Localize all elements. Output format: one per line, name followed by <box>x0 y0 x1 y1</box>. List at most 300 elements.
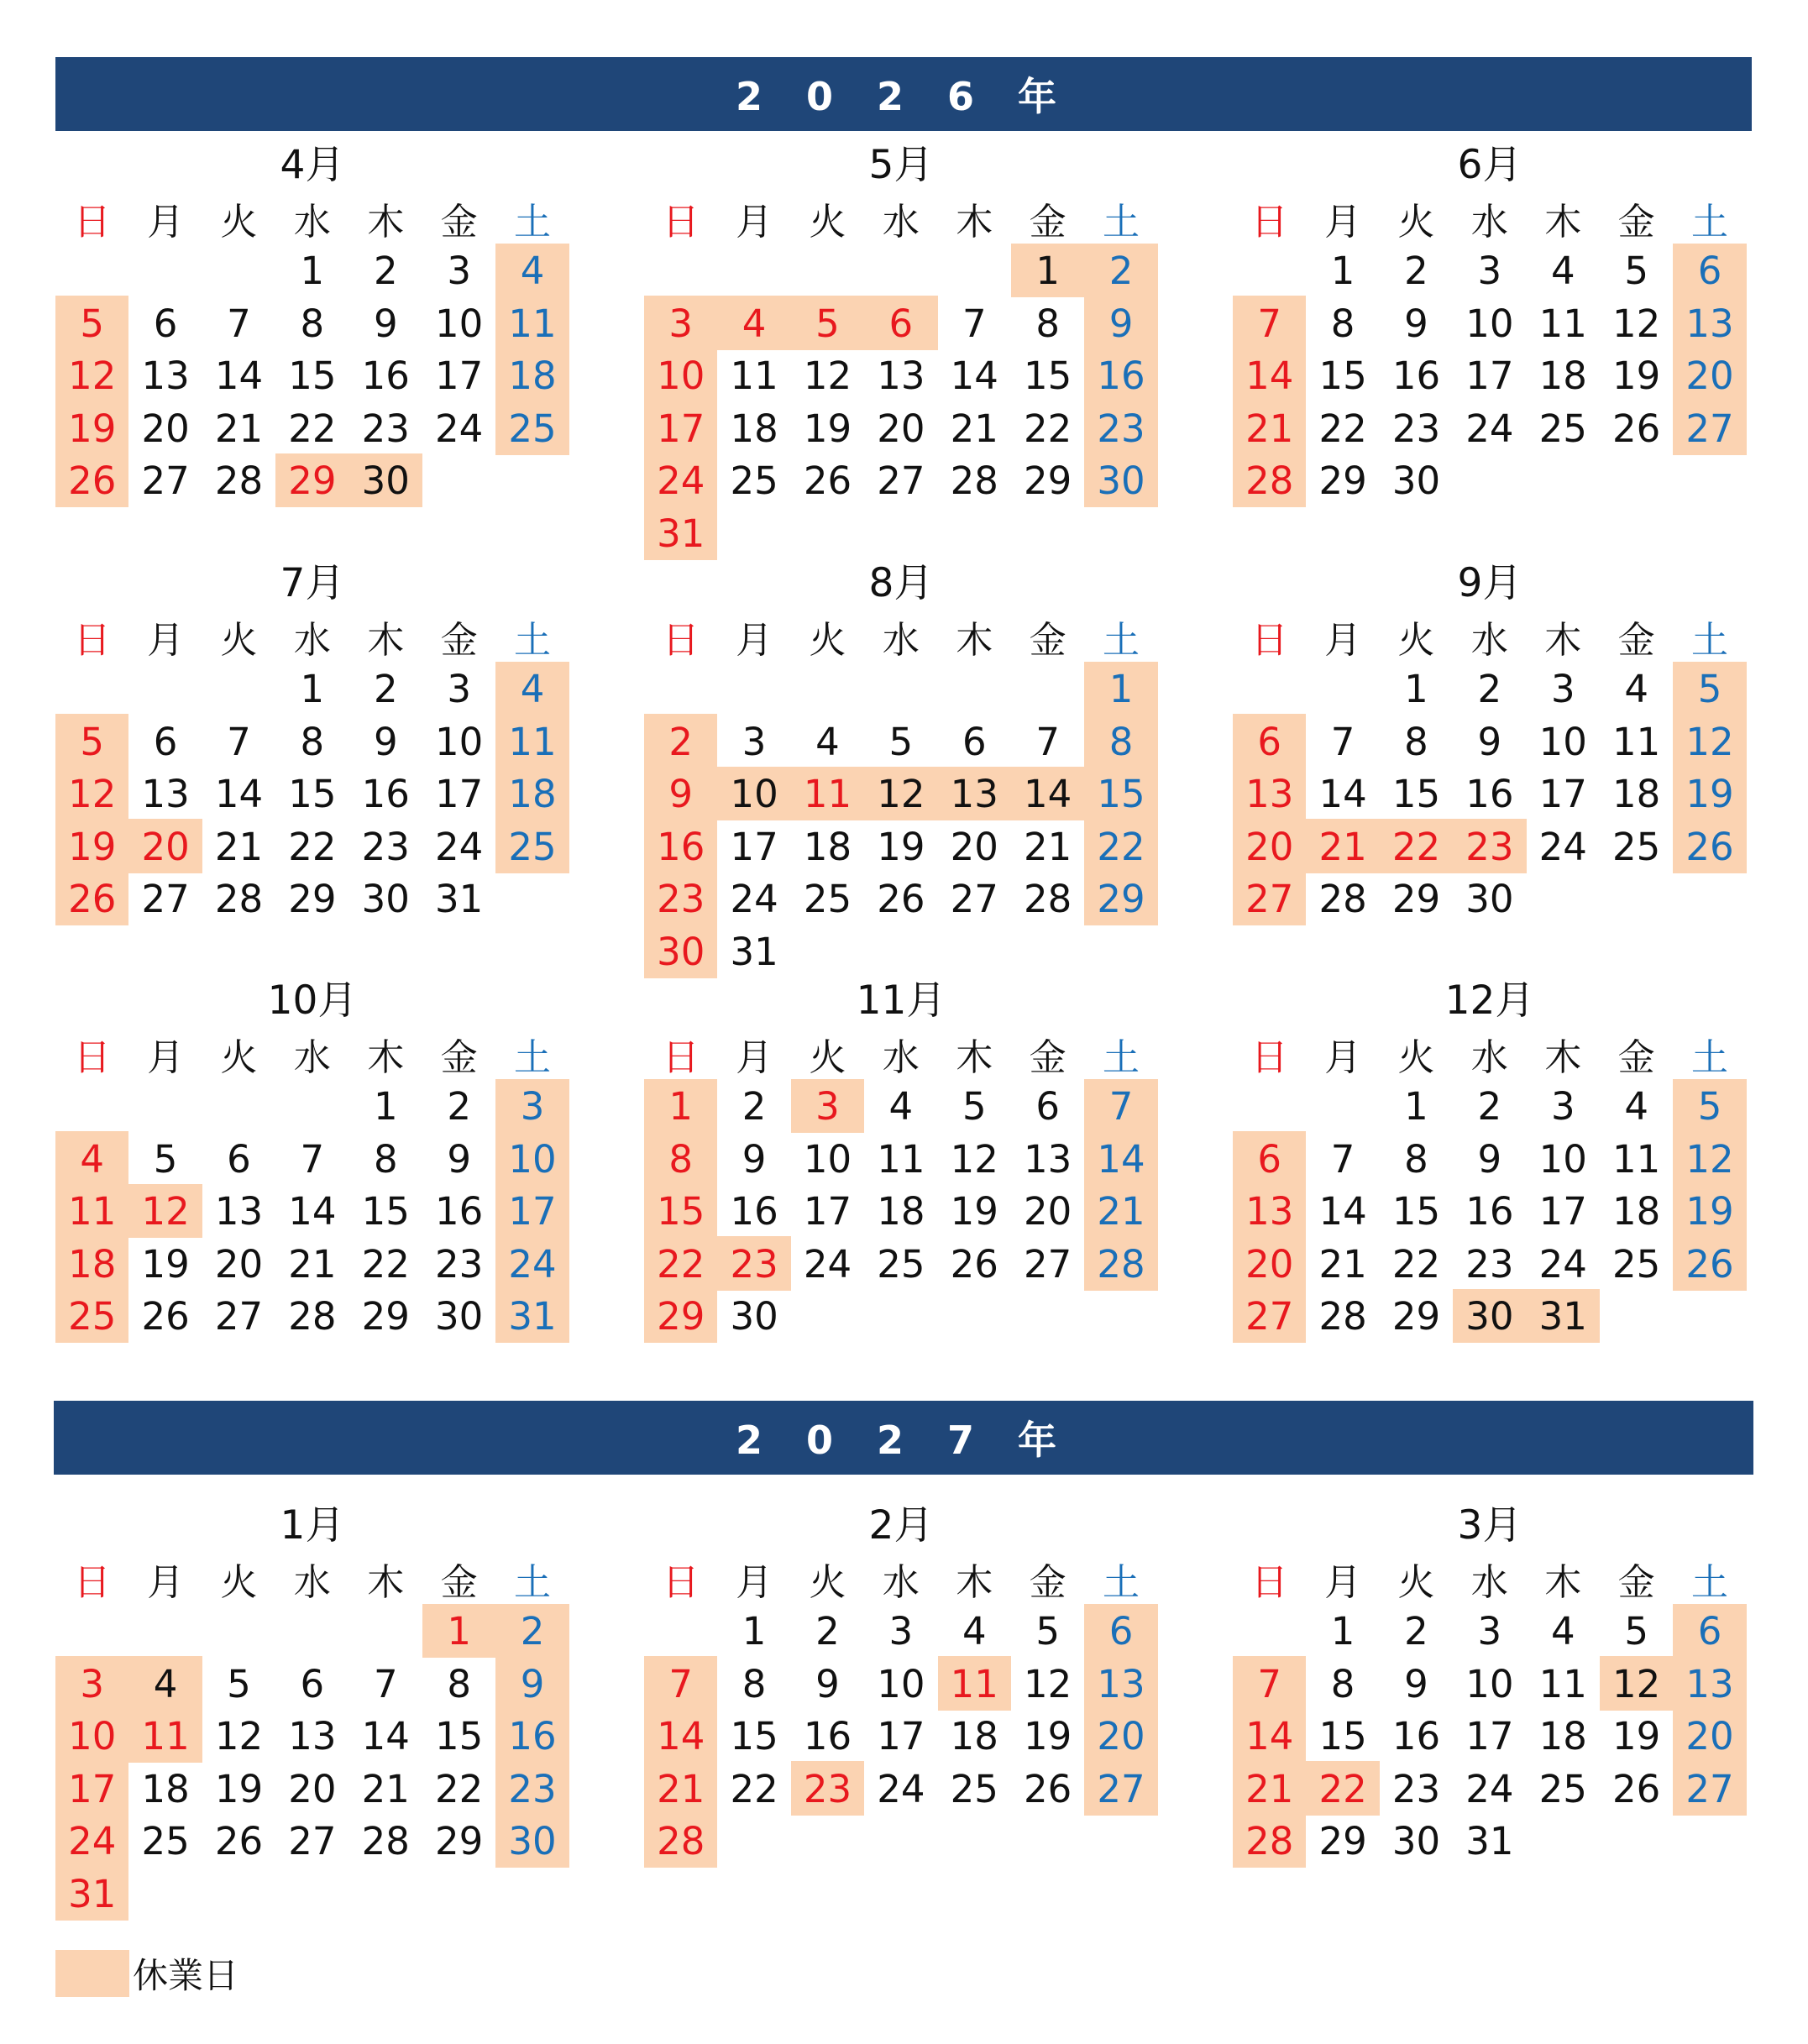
day-cell-closed: 19 <box>1685 772 1734 817</box>
day-cell: 9 <box>1404 1661 1428 1706</box>
day-cell: 5 <box>1624 249 1648 294</box>
day-cell-closed: 29 <box>657 1294 705 1339</box>
day-cell: 16 <box>1465 772 1514 817</box>
day-cell: 1 <box>300 249 325 294</box>
empty-cell <box>202 1081 275 1134</box>
weekday-header: 木 <box>367 619 405 663</box>
weekday-header: 月 <box>1324 619 1362 663</box>
day-cell-closed: 28 <box>1097 1241 1145 1287</box>
weekday-header: 土 <box>1691 201 1729 244</box>
day-cell: 9 <box>373 301 398 346</box>
day-cell: 28 <box>950 459 998 504</box>
day-cell: 24 <box>1465 1766 1514 1811</box>
day-cell: 3 <box>1477 249 1502 294</box>
day-cell-closed: 3 <box>80 1661 105 1706</box>
weekday-header: 日 <box>662 1561 700 1605</box>
weekday-header: 木 <box>956 1036 993 1080</box>
empty-cell <box>1233 245 1306 298</box>
day-cell: 27 <box>141 877 190 922</box>
day-cell: 19 <box>141 1241 190 1287</box>
day-cell: 5 <box>1624 1609 1648 1654</box>
day-cell: 15 <box>1318 1714 1367 1759</box>
empty-cell <box>1011 663 1084 716</box>
day-cell: 10 <box>803 1136 852 1182</box>
month-grid <box>55 192 569 507</box>
day-cell: 24 <box>435 406 484 451</box>
day-cell-closed: 19 <box>68 406 117 451</box>
day-cell-closed: 5 <box>815 301 840 346</box>
day-cell-closed: 6 <box>1108 1609 1134 1654</box>
day-cell: 3 <box>1550 1084 1575 1129</box>
day-cell: 24 <box>730 877 778 922</box>
month-6 <box>1233 557 1747 925</box>
empty-cell <box>128 245 202 298</box>
weekday-header: 日 <box>1250 1036 1288 1080</box>
day-cell-closed: 25 <box>68 1294 117 1339</box>
day-cell: 21 <box>950 406 998 451</box>
day-cell: 22 <box>435 1766 484 1811</box>
day-cell: 12 <box>1612 301 1661 346</box>
weekday-header: 月 <box>147 1036 185 1080</box>
day-cell-closed: 22 <box>1391 824 1441 869</box>
day-cell: 21 <box>361 1766 410 1811</box>
day-cell-closed: 12 <box>68 772 117 817</box>
day-cell-closed: 25 <box>508 406 557 451</box>
weekday-header: 月 <box>147 619 185 663</box>
empty-cell <box>938 245 1011 298</box>
empty-cell <box>1233 663 1306 716</box>
day-cell: 2 <box>1404 1609 1428 1654</box>
day-cell: 1 <box>1404 1084 1428 1129</box>
day-cell-closed: 5 <box>80 301 105 346</box>
day-cell: 18 <box>141 1766 190 1811</box>
day-cell: 19 <box>803 406 852 451</box>
day-cell-closed: 13 <box>1245 1189 1294 1234</box>
weekday-header: 火 <box>809 201 846 244</box>
day-cell: 1 <box>373 1084 398 1129</box>
weekday-header: 日 <box>1250 1561 1288 1605</box>
weekday-header: 金 <box>1617 1036 1655 1080</box>
day-cell: 2 <box>742 1084 767 1129</box>
weekday-header: 土 <box>1103 1561 1140 1605</box>
day-cell: 29 <box>435 1819 484 1864</box>
day-cell: 9 <box>815 1661 840 1706</box>
day-cell: 29 <box>1024 459 1072 504</box>
day-cell: 25 <box>1538 406 1587 451</box>
day-cell: 8 <box>1404 719 1428 764</box>
day-cell: 2 <box>1477 1084 1502 1129</box>
day-cell: 8 <box>1035 301 1060 346</box>
weekday-header: 火 <box>220 201 258 244</box>
day-cell: 7 <box>227 719 251 764</box>
day-cell: 27 <box>288 1819 337 1864</box>
month-title: 9月 <box>1457 560 1522 606</box>
day-cell-closed: 23 <box>1097 406 1145 451</box>
day-cell: 2 <box>373 249 398 294</box>
weekday-header: 土 <box>1103 619 1140 663</box>
day-cell: 28 <box>288 1294 337 1339</box>
day-cell: 4 <box>1624 1084 1648 1129</box>
day-cell: 11 <box>1612 719 1661 764</box>
day-cell-closed: 28 <box>657 1819 705 1864</box>
day-cell: 21 <box>1318 1241 1367 1287</box>
day-cell: 25 <box>730 459 778 504</box>
day-cell-closed: 27 <box>1245 1294 1294 1339</box>
day-cell: 8 <box>742 1661 767 1706</box>
day-cell: 12 <box>214 1714 264 1759</box>
day-cell: 11 <box>1612 1136 1661 1182</box>
day-cell: 12 <box>1024 1661 1072 1706</box>
day-cell: 3 <box>1477 1609 1502 1654</box>
day-cell: 10 <box>1538 719 1587 764</box>
day-cell: 14 <box>1318 772 1367 817</box>
day-cell: 25 <box>950 1766 998 1811</box>
day-cell: 22 <box>730 1766 778 1811</box>
day-cell-closed: 7 <box>1257 1661 1282 1706</box>
day-cell-closed: 11 <box>508 301 557 346</box>
weekday-header: 水 <box>293 619 331 663</box>
day-cell-closed: 12 <box>1685 1136 1734 1182</box>
day-cell-closed: 24 <box>508 1241 557 1287</box>
empty-cell <box>717 245 790 298</box>
day-cell: 26 <box>803 459 852 504</box>
day-cell: 24 <box>803 1241 852 1287</box>
weekday-header: 金 <box>440 1036 478 1080</box>
day-cell-closed: 30 <box>1097 459 1145 504</box>
day-cell: 16 <box>361 354 410 399</box>
day-cell-closed: 7 <box>1108 1084 1134 1129</box>
month-2 <box>644 139 1158 560</box>
empty-cell <box>55 1606 128 1659</box>
weekday-header: 水 <box>293 1561 331 1605</box>
day-cell: 13 <box>1024 1136 1072 1182</box>
day-cell: 13 <box>288 1714 337 1759</box>
day-cell: 27 <box>1024 1241 1072 1287</box>
day-cell: 5 <box>153 1136 178 1182</box>
day-cell-closed: 3 <box>815 1084 840 1129</box>
day-cell-closed: 25 <box>508 824 557 869</box>
day-cell: 4 <box>962 1609 987 1654</box>
day-cell-closed: 6 <box>1257 719 1282 764</box>
day-cell: 8 <box>1404 1136 1428 1182</box>
month-grid <box>1233 1553 1747 1868</box>
weekday-header: 木 <box>956 619 993 663</box>
day-cell: 9 <box>1477 1136 1502 1182</box>
day-cell-closed: 14 <box>1245 1714 1294 1759</box>
day-cell: 7 <box>1035 719 1060 764</box>
day-cell: 2 <box>447 1084 471 1129</box>
day-cell-closed: 5 <box>1697 1084 1722 1129</box>
weekday-header: 水 <box>1470 619 1508 663</box>
day-cell: 6 <box>153 719 178 764</box>
weekday-header: 日 <box>73 1561 111 1605</box>
day-cell: 29 <box>288 877 337 922</box>
day-cell-closed: 18 <box>508 354 557 399</box>
day-cell-closed: 27 <box>1245 877 1294 922</box>
day-cell: 25 <box>1612 824 1661 869</box>
day-cell: 19 <box>1024 1714 1072 1759</box>
day-cell: 8 <box>447 1661 471 1706</box>
day-cell: 15 <box>288 354 337 399</box>
day-cell: 18 <box>950 1714 998 1759</box>
day-cell-closed: 4 <box>520 667 545 712</box>
day-cell-closed: 2 <box>1108 249 1134 294</box>
day-cell-closed: 23 <box>1465 824 1514 869</box>
day-cell: 22 <box>1391 1241 1441 1287</box>
weekday-header: 月 <box>1324 1036 1362 1080</box>
day-cell: 31 <box>1465 1819 1514 1864</box>
day-cell: 15 <box>1391 772 1441 817</box>
day-cell: 6 <box>153 301 178 346</box>
empty-cell <box>791 663 864 716</box>
day-cell: 24 <box>1538 824 1587 869</box>
day-cell: 15 <box>730 1714 778 1759</box>
day-cell: 25 <box>1612 1241 1661 1287</box>
day-cell-closed: 28 <box>1245 459 1294 504</box>
month-grid <box>55 1028 569 1343</box>
day-cell: 20 <box>141 406 190 451</box>
day-cell: 15 <box>1024 354 1072 399</box>
day-cell: 5 <box>888 719 914 764</box>
weekday-header: 木 <box>1544 619 1582 663</box>
day-cell-closed: 12 <box>877 772 925 817</box>
day-cell: 22 <box>361 1241 410 1287</box>
day-cell: 6 <box>227 1136 251 1182</box>
day-cell: 7 <box>300 1136 325 1182</box>
weekday-header: 土 <box>1103 201 1140 244</box>
day-cell-closed: 1 <box>447 1609 471 1654</box>
day-cell: 22 <box>288 406 337 451</box>
day-cell: 4 <box>1550 1609 1575 1654</box>
day-cell-closed: 14 <box>657 1714 705 1759</box>
day-cell: 20 <box>877 406 925 451</box>
day-cell-closed: 9 <box>668 772 694 817</box>
day-cell-closed: 14 <box>1097 1136 1145 1182</box>
month-grid <box>644 1028 1158 1343</box>
day-cell-closed: 1 <box>1035 249 1060 294</box>
month-grid <box>644 192 1158 560</box>
day-cell-closed: 27 <box>1685 406 1734 451</box>
weekday-header: 土 <box>1691 1561 1729 1605</box>
day-cell-closed: 30 <box>657 929 705 974</box>
day-cell: 19 <box>1612 1714 1661 1759</box>
month-grid <box>644 1553 1158 1868</box>
day-cell: 7 <box>1330 1136 1355 1182</box>
day-cell: 13 <box>141 354 190 399</box>
day-cell: 16 <box>1391 354 1441 399</box>
day-cell: 15 <box>361 1189 410 1234</box>
weekday-header: 土 <box>1691 619 1729 663</box>
day-cell-closed: 20 <box>1245 824 1294 869</box>
weekday-header: 木 <box>367 1036 405 1080</box>
day-cell-closed: 20 <box>1245 1241 1294 1287</box>
weekday-header: 日 <box>73 1036 111 1080</box>
day-cell: 23 <box>1391 1766 1441 1811</box>
month-8 <box>644 974 1158 1343</box>
month-title: 5月 <box>868 142 934 188</box>
day-cell: 5 <box>962 1084 987 1129</box>
day-cell: 31 <box>435 877 484 922</box>
empty-cell <box>202 1606 275 1659</box>
day-cell-closed: 28 <box>1245 1819 1294 1864</box>
weekday-header: 火 <box>1397 201 1435 244</box>
day-cell: 30 <box>435 1294 484 1339</box>
empty-cell <box>275 1081 348 1134</box>
empty-cell <box>717 663 790 716</box>
day-cell: 13 <box>877 354 925 399</box>
day-cell: 8 <box>300 719 325 764</box>
day-cell: 15 <box>435 1714 484 1759</box>
day-cell-closed: 21 <box>1318 824 1367 869</box>
day-cell-closed: 26 <box>1685 1241 1734 1287</box>
day-cell: 2 <box>1477 667 1502 712</box>
legend <box>55 1948 238 1999</box>
day-cell: 30 <box>730 1294 778 1339</box>
month-1 <box>55 139 569 507</box>
weekday-header: 火 <box>1397 1561 1435 1605</box>
day-cell: 15 <box>1318 354 1367 399</box>
day-cell: 23 <box>361 824 410 869</box>
day-cell: 7 <box>373 1661 398 1706</box>
day-cell-closed: 9 <box>1108 301 1134 346</box>
day-cell: 16 <box>435 1189 484 1234</box>
weekday-header: 土 <box>514 201 552 244</box>
weekday-header: 木 <box>1544 201 1582 244</box>
month-grid <box>1233 192 1747 507</box>
day-cell-closed: 18 <box>508 772 557 817</box>
day-cell-closed: 11 <box>68 1189 117 1234</box>
day-cell: 21 <box>214 406 264 451</box>
day-cell-closed: 23 <box>657 877 705 922</box>
day-cell: 18 <box>803 824 852 869</box>
day-cell: 5 <box>1035 1609 1060 1654</box>
day-cell-closed: 23 <box>730 1241 778 1287</box>
month-title: 1月 <box>280 1502 345 1549</box>
day-cell-closed: 30 <box>361 459 410 504</box>
day-cell: 26 <box>214 1819 264 1864</box>
weekday-header: 木 <box>367 1561 405 1605</box>
day-cell: 24 <box>435 824 484 869</box>
day-cell: 26 <box>877 877 925 922</box>
day-cell: 23 <box>435 1241 484 1287</box>
month-title: 2月 <box>868 1502 934 1549</box>
day-cell: 5 <box>227 1661 251 1706</box>
day-cell-closed: 21 <box>657 1766 705 1811</box>
day-cell: 12 <box>950 1136 998 1182</box>
weekday-header: 火 <box>809 619 846 663</box>
day-cell: 27 <box>214 1294 264 1339</box>
weekday-header: 水 <box>1470 1561 1508 1605</box>
weekday-header: 日 <box>662 1036 700 1080</box>
month-title: 12月 <box>1444 977 1535 1024</box>
weekday-header: 火 <box>220 619 258 663</box>
day-cell: 20 <box>288 1766 337 1811</box>
day-cell-closed: 20 <box>141 824 190 869</box>
day-cell: 27 <box>141 459 190 504</box>
day-cell-closed: 26 <box>68 459 117 504</box>
empty-cell <box>1233 1606 1306 1659</box>
month-grid <box>55 1553 569 1921</box>
day-cell-closed: 29 <box>1097 877 1145 922</box>
day-cell: 28 <box>1024 877 1072 922</box>
weekday-header: 日 <box>1250 201 1288 244</box>
day-cell-closed: 15 <box>657 1189 705 1234</box>
day-cell: 17 <box>435 354 484 399</box>
month-12 <box>1233 1499 1747 1868</box>
day-cell-closed: 31 <box>68 1871 117 1916</box>
day-cell: 4 <box>888 1084 914 1129</box>
day-cell: 9 <box>447 1136 471 1182</box>
weekday-header: 金 <box>440 619 478 663</box>
empty-cell <box>938 663 1011 716</box>
day-cell-closed: 23 <box>803 1766 852 1811</box>
month-title: 11月 <box>856 977 946 1024</box>
day-cell-closed: 4 <box>742 301 767 346</box>
weekday-header: 木 <box>1544 1561 1582 1605</box>
day-cell: 16 <box>361 772 410 817</box>
day-cell: 16 <box>1391 1714 1441 1759</box>
weekday-header: 水 <box>882 201 920 244</box>
day-cell: 13 <box>141 772 190 817</box>
day-cell-closed: 5 <box>1697 667 1722 712</box>
day-cell: 1 <box>300 667 325 712</box>
day-cell-closed: 31 <box>1538 1294 1587 1339</box>
weekday-header: 木 <box>367 201 405 244</box>
day-cell: 18 <box>877 1189 925 1234</box>
day-cell: 20 <box>214 1241 264 1287</box>
weekday-header: 火 <box>220 1561 258 1605</box>
empty-cell <box>349 1606 422 1659</box>
day-cell-closed: 21 <box>1245 406 1294 451</box>
day-cell-closed: 11 <box>950 1661 998 1706</box>
month-title: 7月 <box>280 560 345 606</box>
day-cell: 22 <box>288 824 337 869</box>
weekday-header: 月 <box>736 1036 773 1080</box>
day-cell: 28 <box>1318 877 1367 922</box>
weekday-header: 木 <box>1544 1036 1582 1080</box>
day-cell: 19 <box>950 1189 998 1234</box>
day-cell: 29 <box>1318 459 1367 504</box>
day-cell-closed: 13 <box>1097 1661 1145 1706</box>
day-cell: 18 <box>1538 1714 1587 1759</box>
weekday-header: 土 <box>1103 1036 1140 1080</box>
day-cell: 2 <box>815 1609 840 1654</box>
day-cell-closed: 20 <box>1685 354 1734 399</box>
day-cell: 26 <box>141 1294 190 1339</box>
day-cell: 10 <box>1538 1136 1587 1182</box>
day-cell: 28 <box>214 459 264 504</box>
day-cell-closed: 21 <box>1097 1189 1145 1234</box>
day-cell-closed: 1 <box>668 1084 694 1129</box>
day-cell-closed: 27 <box>1685 1766 1734 1811</box>
day-cell-closed: 11 <box>141 1714 190 1759</box>
day-cell: 24 <box>1538 1241 1587 1287</box>
month-4 <box>55 557 569 925</box>
day-cell: 30 <box>1465 877 1514 922</box>
day-cell-closed: 6 <box>1257 1136 1282 1182</box>
weekday-header: 日 <box>662 201 700 244</box>
month-10 <box>55 1499 569 1921</box>
empty-cell <box>202 663 275 716</box>
day-cell: 28 <box>361 1819 410 1864</box>
weekday-header: 月 <box>1324 201 1362 244</box>
empty-cell <box>1306 663 1379 716</box>
day-cell-closed: 9 <box>520 1661 545 1706</box>
day-cell-closed: 17 <box>508 1189 557 1234</box>
day-cell-closed: 4 <box>520 249 545 294</box>
day-cell: 18 <box>1612 772 1661 817</box>
day-cell: 25 <box>877 1241 925 1287</box>
